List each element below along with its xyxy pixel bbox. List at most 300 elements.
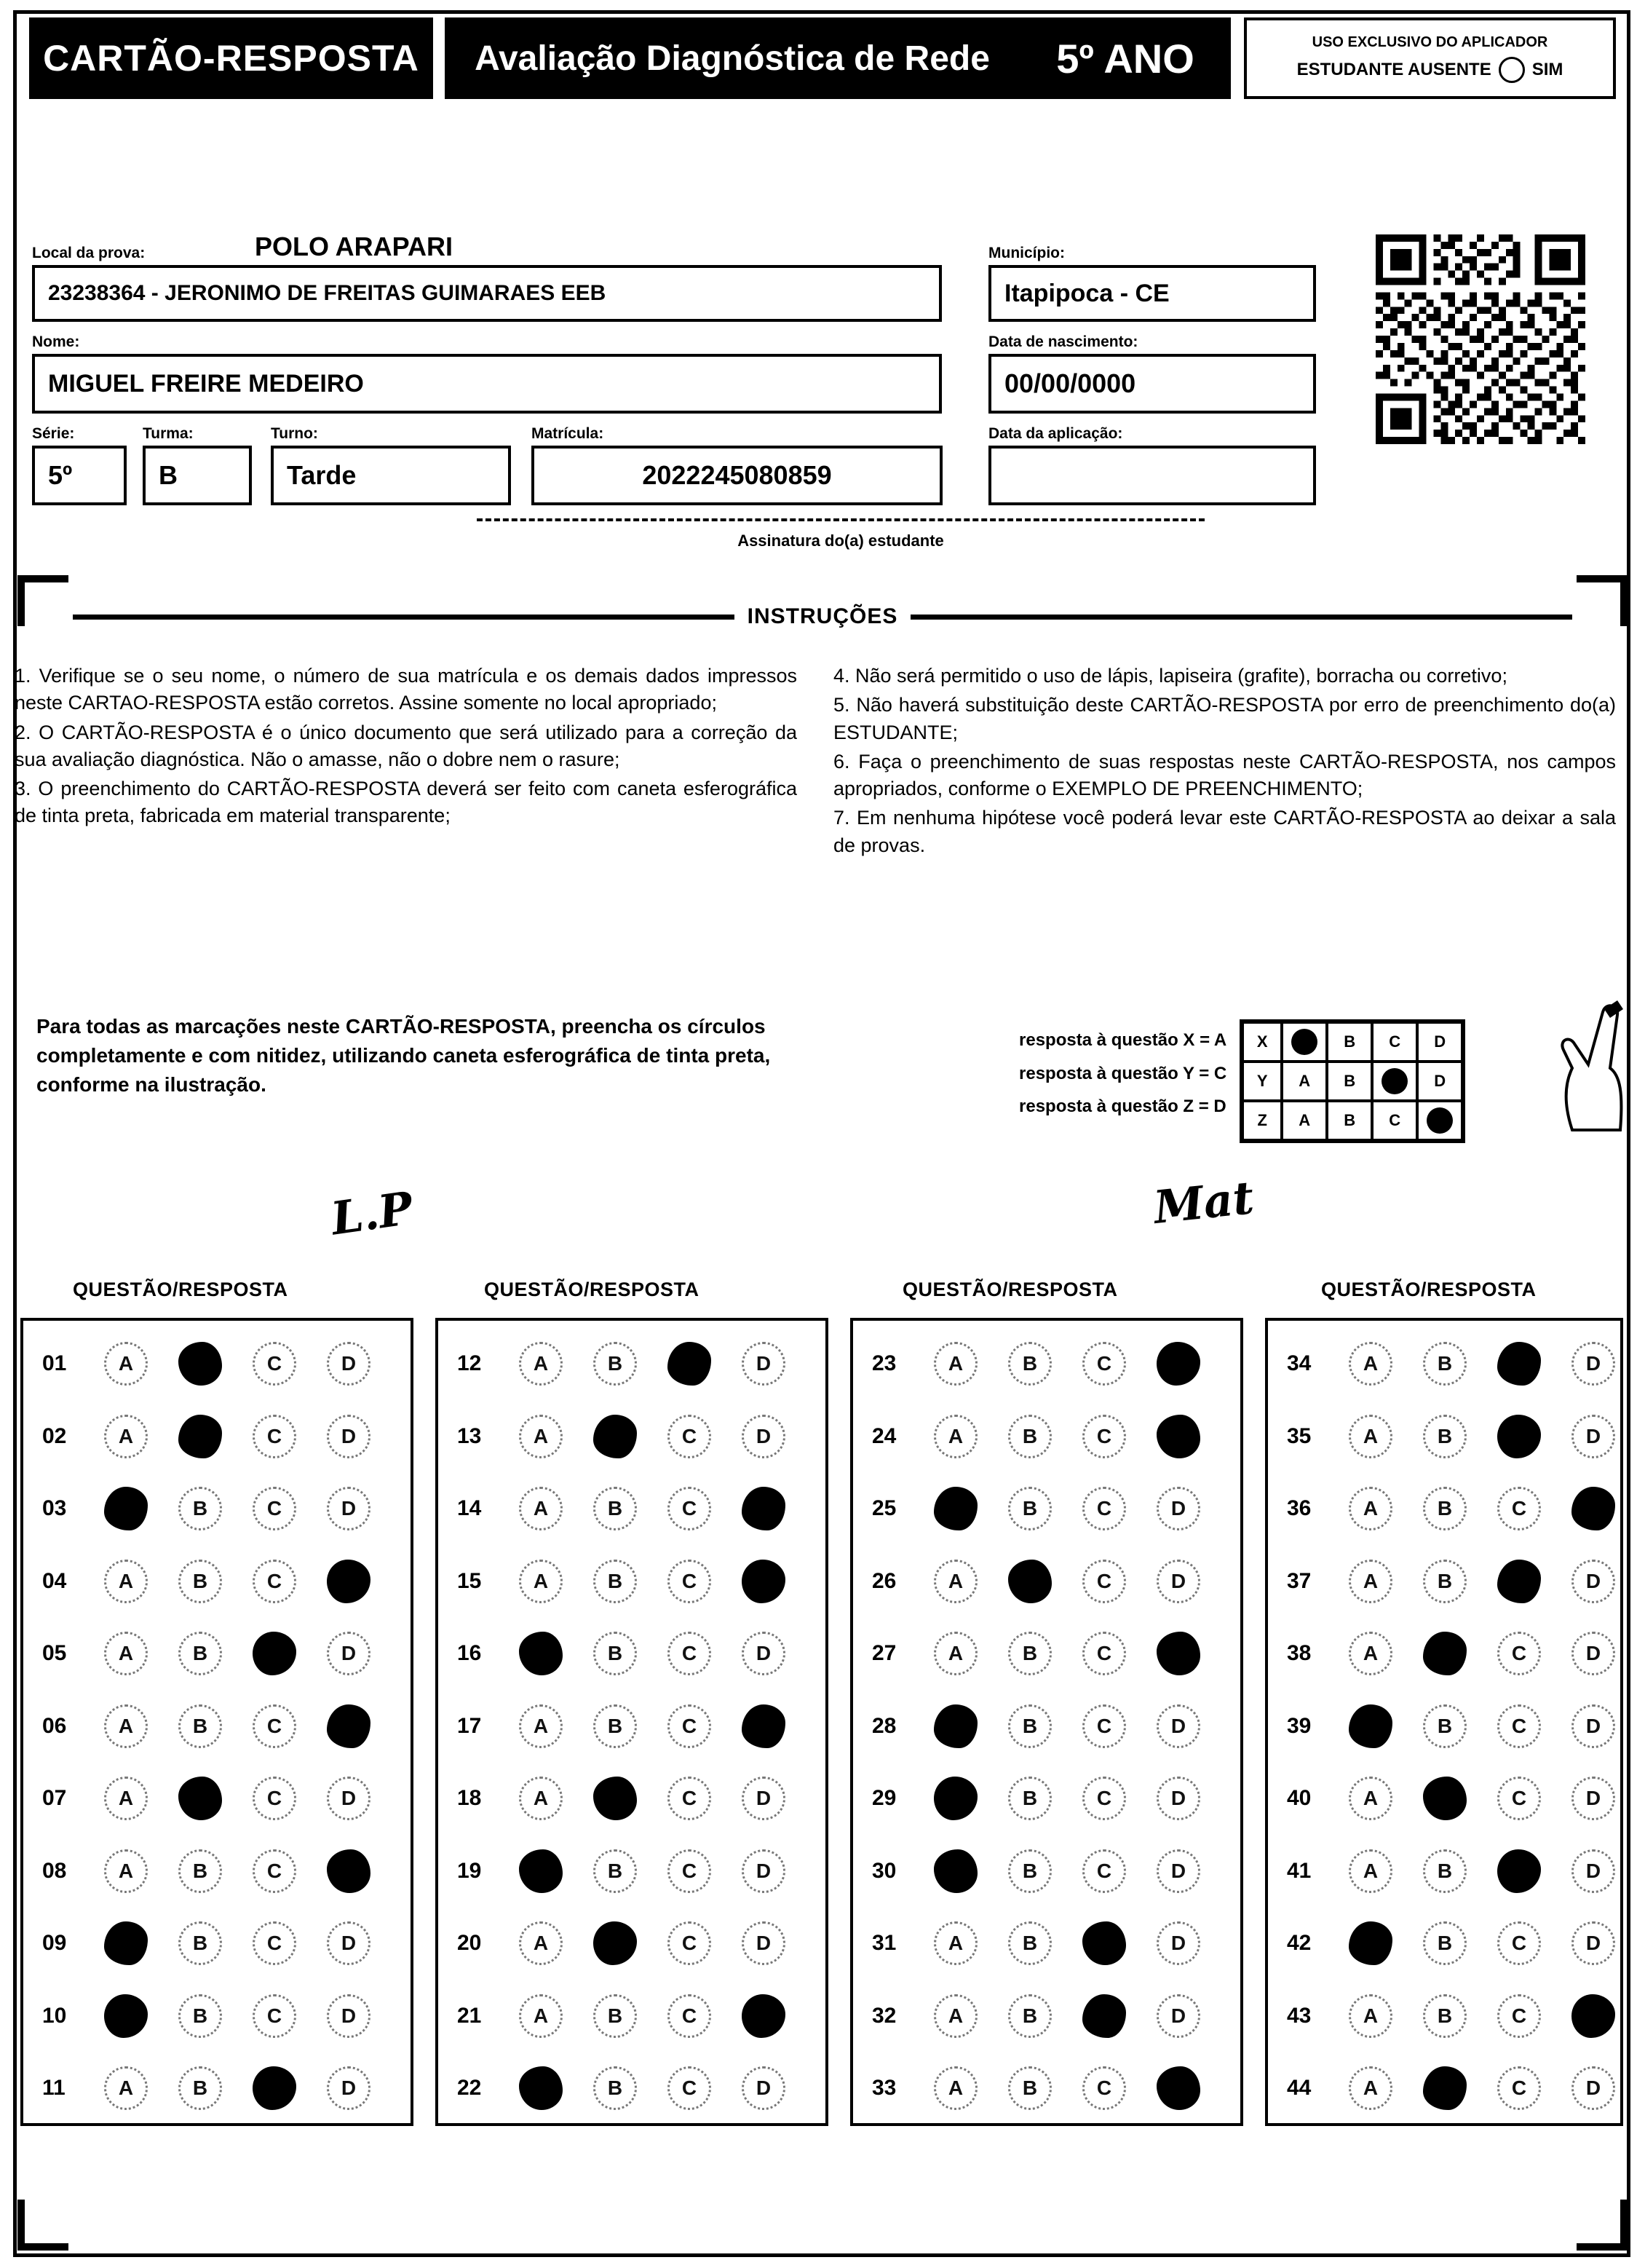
answer-row (450, 1774, 801, 1822)
answer-bubble-27-C[interactable]: C (1067, 1632, 1141, 1675)
answer-bubble-19-D[interactable]: D (726, 1849, 801, 1893)
fill-example-legend (1019, 1019, 1226, 1123)
aplicacao-field[interactable] (988, 446, 1316, 505)
answer-row (35, 1340, 386, 1388)
answer-bubble-29-B[interactable]: B (993, 1777, 1067, 1820)
answer-bubble-38-A[interactable]: A (1333, 1632, 1408, 1675)
answer-bubble-44-C[interactable]: C (1482, 2066, 1556, 2110)
answer-bubble-35-C[interactable] (1482, 1415, 1556, 1458)
answer-bubble-32-D[interactable]: D (1141, 1994, 1216, 2038)
answer-row (1280, 1702, 1630, 1750)
answer-bubble-03-C[interactable]: C (237, 1487, 312, 1530)
answer-row (1280, 1774, 1630, 1822)
instruction-item-4: 4. Não será permitido o uso de lápis, lapiseira (grafite), borracha ou corretivo; (833, 665, 1507, 687)
example-x-option-b: B (1327, 1022, 1372, 1062)
answer-bubble-21-A[interactable]: A (504, 1994, 578, 2038)
question-number: 27 (872, 1641, 897, 1665)
answer-bubble-14-B[interactable]: B (578, 1487, 652, 1530)
signature-line[interactable] (477, 518, 1205, 521)
answer-bubble-34-C[interactable] (1482, 1342, 1556, 1386)
answer-bubble-29-A[interactable] (919, 1777, 993, 1820)
answer-bubble-01-D[interactable]: D (312, 1342, 386, 1386)
matricula-field[interactable]: 2022245080859 (531, 446, 943, 505)
answer-bubble-04-D[interactable] (312, 1560, 386, 1603)
answer-bubble-43-D[interactable] (1556, 1994, 1630, 2038)
answer-row (450, 2064, 801, 2112)
question-number: 08 (42, 1858, 67, 1883)
answer-row (35, 1919, 386, 1967)
applicator-box (1244, 17, 1616, 99)
answer-row (1280, 1340, 1630, 1388)
answer-bubble-03-D[interactable]: D (312, 1487, 386, 1530)
absent-yes-label: SIM (1531, 59, 1563, 79)
answer-row (35, 1702, 386, 1750)
answer-bubble-21-C[interactable]: C (652, 1994, 726, 2038)
instruction-item-3: 3. O preenchimento do CARTÃO-RESPOSTA deverá ser feito com caneta esferográfica de tinta preta, fabricada em material transparente; (15, 778, 797, 827)
example-y-option-c (1372, 1062, 1417, 1101)
answer-bubble-19-B[interactable]: B (578, 1849, 652, 1893)
header-title-cartao-resposta: CARTÃO-RESPOSTA (29, 17, 433, 99)
answer-bubble-07-D[interactable]: D (312, 1777, 386, 1820)
answer-bubble-36-B[interactable]: B (1408, 1487, 1482, 1530)
answer-bubble-38-C[interactable]: C (1482, 1632, 1556, 1675)
answer-bubble-19-C[interactable]: C (652, 1849, 726, 1893)
answer-bubble-36-D[interactable] (1556, 1487, 1630, 1530)
answer-bubble-03-B[interactable]: B (163, 1487, 237, 1530)
answer-bubble-27-B[interactable]: B (993, 1632, 1067, 1675)
qr-code-icon (1376, 234, 1585, 444)
answer-bubble-15-D[interactable] (726, 1560, 801, 1603)
answer-row (450, 1485, 801, 1533)
question-number: 01 (42, 1351, 67, 1375)
answer-bubble-02-D[interactable]: D (312, 1415, 386, 1458)
answer-bubble-11-B[interactable]: B (163, 2066, 237, 2110)
answer-bubble-19-A[interactable] (504, 1849, 578, 1893)
answer-bubble-32-B[interactable]: B (993, 1994, 1067, 2038)
answer-bubble-07-A[interactable]: A (89, 1777, 163, 1820)
answer-bubble-07-B[interactable] (163, 1777, 237, 1820)
answer-bubble-04-C[interactable]: C (237, 1560, 312, 1603)
question-number: 44 (1287, 2076, 1312, 2100)
answer-row (1280, 1629, 1630, 1678)
answer-bubble-42-C[interactable]: C (1482, 1921, 1556, 1965)
answer-bubble-17-D[interactable] (726, 1704, 801, 1748)
answer-row (865, 1412, 1216, 1461)
answer-bubble-34-D[interactable]: D (1556, 1342, 1630, 1386)
answer-bubble-26-C[interactable]: C (1067, 1560, 1141, 1603)
answer-bubble-10-B[interactable]: B (163, 1994, 237, 2038)
question-number: 42 (1287, 1931, 1312, 1955)
answer-row (1280, 2064, 1630, 2112)
question-number: 18 (457, 1786, 482, 1810)
answer-bubble-28-D[interactable]: D (1141, 1704, 1216, 1748)
local-field[interactable]: 23238364 - JERONIMO DE FREITAS GUIMARAES EEB (32, 265, 942, 322)
answer-row (35, 1485, 386, 1533)
answer-bubble-40-B[interactable] (1408, 1777, 1482, 1820)
answer-bubble-42-A[interactable] (1333, 1921, 1408, 1965)
answer-bubble-34-B[interactable]: B (1408, 1342, 1482, 1386)
answer-bubble-32-A[interactable]: A (919, 1994, 993, 2038)
answer-bubble-23-B[interactable]: B (993, 1342, 1067, 1386)
answer-bubble-23-C[interactable]: C (1067, 1342, 1141, 1386)
signature-label: Assinatura do(a) estudante (737, 532, 944, 550)
example-legend-y: resposta à questão Y = C (1019, 1063, 1227, 1083)
answer-bubble-40-C[interactable]: C (1482, 1777, 1556, 1820)
answer-bubble-09-A[interactable] (89, 1921, 163, 1965)
answer-bubble-17-A[interactable]: A (504, 1704, 578, 1748)
answer-bubble-33-D[interactable] (1141, 2066, 1216, 2110)
answer-row (35, 1992, 386, 2040)
example-row-label-y: Y (1242, 1062, 1282, 1101)
question-number: 36 (1287, 1496, 1312, 1520)
question-number: 19 (457, 1858, 482, 1883)
question-number: 20 (457, 1931, 482, 1955)
answer-bubble-18-B[interactable] (578, 1777, 652, 1820)
corner-mark-top-right (1577, 575, 1628, 626)
answer-bubble-17-C[interactable]: C (652, 1704, 726, 1748)
answer-bubble-28-A[interactable] (919, 1704, 993, 1748)
answer-bubble-12-B[interactable]: B (578, 1342, 652, 1386)
answer-bubble-20-A[interactable]: A (504, 1921, 578, 1965)
example-row-label-z: Z (1242, 1101, 1282, 1140)
answer-bubble-37-B[interactable]: B (1408, 1560, 1482, 1603)
answer-bubble-01-A[interactable]: A (89, 1342, 163, 1386)
answer-row (865, 1702, 1216, 1750)
answer-bubble-40-A[interactable]: A (1333, 1777, 1408, 1820)
question-number: 39 (1287, 1713, 1312, 1738)
answer-bubble-12-A[interactable]: A (504, 1342, 578, 1386)
answer-bubble-13-A[interactable]: A (504, 1415, 578, 1458)
answer-bubble-05-B[interactable]: B (163, 1632, 237, 1675)
answer-bubble-16-A[interactable] (504, 1632, 578, 1675)
answer-bubble-27-D[interactable] (1141, 1632, 1216, 1675)
nome-field[interactable]: MIGUEL FREIRE MEDEIRO (32, 354, 942, 414)
question-number: 26 (872, 1568, 897, 1593)
answer-bubble-08-C[interactable]: C (237, 1849, 312, 1893)
answer-bubble-15-A[interactable]: A (504, 1560, 578, 1603)
column-header-1: QUESTÃO/RESPOSTA (73, 1279, 288, 1300)
fill-example (1019, 1019, 1465, 1143)
answer-bubble-31-C[interactable] (1067, 1921, 1141, 1965)
answer-bubble-30-A[interactable] (919, 1849, 993, 1893)
answer-bubble-42-D[interactable]: D (1556, 1921, 1630, 1965)
question-number: 09 (42, 1931, 67, 1955)
answer-bubble-02-B[interactable] (163, 1415, 237, 1458)
question-number: 03 (42, 1496, 67, 1520)
instruction-item-7: 7. Em nenhuma hipótese você poderá levar este CARTÃO-RESPOSTA ao deixar a sala de provas. (833, 807, 1616, 856)
answer-bubble-08-B[interactable]: B (163, 1849, 237, 1893)
answer-bubble-12-C[interactable] (652, 1342, 726, 1386)
header-spacer (433, 17, 445, 99)
example-x-option-a (1282, 1022, 1327, 1062)
turno-field[interactable]: Tarde (271, 446, 511, 505)
question-number: 06 (42, 1713, 67, 1738)
local-label: Local da prova: (32, 245, 146, 261)
answer-bubble-14-C[interactable]: C (652, 1487, 726, 1530)
instructions-title: INSTRUÇÕES (747, 604, 898, 628)
instructions-body (15, 663, 1623, 861)
instructions-rule-left (73, 615, 734, 620)
answer-bubble-37-D[interactable]: D (1556, 1560, 1630, 1603)
nome-label: Nome: (32, 333, 80, 350)
question-number: 11 (42, 2076, 66, 2100)
question-number: 38 (1287, 1641, 1312, 1665)
answer-bubble-42-B[interactable]: B (1408, 1921, 1482, 1965)
turma-field[interactable]: B (143, 446, 252, 505)
answer-bubble-25-A[interactable] (919, 1487, 993, 1530)
answer-bubble-25-B[interactable]: B (993, 1487, 1067, 1530)
answer-bubble-15-B[interactable]: B (578, 1560, 652, 1603)
answer-bubble-24-A[interactable]: A (919, 1415, 993, 1458)
answer-bubble-43-B[interactable]: B (1408, 1994, 1482, 2038)
answer-bubble-33-A[interactable]: A (919, 2066, 993, 2110)
answer-row (35, 1557, 386, 1605)
answer-bubble-39-B[interactable]: B (1408, 1704, 1482, 1748)
answer-bubble-30-D[interactable]: D (1141, 1849, 1216, 1893)
answer-bubble-06-A[interactable]: A (89, 1704, 163, 1748)
answer-bubble-06-C[interactable]: C (237, 1704, 312, 1748)
answer-bubble-44-D[interactable]: D (1556, 2066, 1630, 2110)
question-number: 31 (872, 1931, 897, 1955)
fill-example-grid (1240, 1019, 1465, 1143)
answer-bubble-21-D[interactable] (726, 1994, 801, 2038)
answer-bubble-37-A[interactable]: A (1333, 1560, 1408, 1603)
answer-bubble-23-A[interactable]: A (919, 1342, 993, 1386)
question-number: 37 (1287, 1568, 1312, 1593)
answer-bubble-01-B[interactable] (163, 1342, 237, 1386)
answer-bubble-24-D[interactable] (1141, 1415, 1216, 1458)
polo-name: POLO ARAPARI (255, 232, 453, 261)
answer-bubble-17-B[interactable]: B (578, 1704, 652, 1748)
answer-bubble-27-A[interactable]: A (919, 1632, 993, 1675)
answer-bubble-06-D[interactable] (312, 1704, 386, 1748)
answer-bubble-31-A[interactable]: A (919, 1921, 993, 1965)
answer-bubble-26-A[interactable]: A (919, 1560, 993, 1603)
example-x-option-c: C (1372, 1022, 1417, 1062)
handwriting-mat: Mat (1151, 1171, 1256, 1234)
question-number: 10 (42, 2003, 67, 2028)
answer-bubble-20-D[interactable]: D (726, 1921, 801, 1965)
answer-row (865, 1629, 1216, 1678)
answer-bubble-22-A[interactable] (504, 2066, 578, 2110)
answer-bubble-38-D[interactable]: D (1556, 1632, 1630, 1675)
serie-label: Série: (32, 425, 75, 442)
question-number: 33 (872, 2076, 897, 2100)
header-grade-level: 5º ANO (1020, 17, 1231, 99)
answer-bubble-34-A[interactable]: A (1333, 1342, 1408, 1386)
answer-bubble-30-B[interactable]: B (993, 1849, 1067, 1893)
question-number: 12 (457, 1351, 482, 1375)
answer-bubble-33-C[interactable]: C (1067, 2066, 1141, 2110)
answer-bubble-35-A[interactable]: A (1333, 1415, 1408, 1458)
answer-bubble-28-C[interactable]: C (1067, 1704, 1141, 1748)
answer-row (865, 1485, 1216, 1533)
answer-bubble-31-D[interactable]: D (1141, 1921, 1216, 1965)
answer-bubble-11-A[interactable]: A (89, 2066, 163, 2110)
corner-mark-bottom-left (17, 2200, 68, 2251)
page-header (29, 17, 1616, 99)
answer-bubble-15-C[interactable]: C (652, 1560, 726, 1603)
answer-row (1280, 1992, 1630, 2040)
answer-bubble-22-B[interactable]: B (578, 2066, 652, 2110)
fill-instruction-note: Para todas as marcações neste CARTÃO-RESPOSTA, preencha os círculos completamente e com nitidez, utilizando caneta esferográfica de tinta preta, conforme na ilustração. (36, 1015, 771, 1096)
answer-bubble-02-A[interactable]: A (89, 1415, 163, 1458)
answer-bubble-41-A[interactable]: A (1333, 1849, 1408, 1893)
answer-bubble-26-B[interactable] (993, 1560, 1067, 1603)
answer-bubble-37-C[interactable] (1482, 1560, 1556, 1603)
answer-bubble-39-D[interactable]: D (1556, 1704, 1630, 1748)
answer-bubble-10-C[interactable]: C (237, 1994, 312, 2038)
answer-bubble-43-A[interactable]: A (1333, 1994, 1408, 2038)
answer-bubble-33-B[interactable]: B (993, 2066, 1067, 2110)
answer-bubble-32-C[interactable] (1067, 1994, 1141, 2038)
column-header-2: QUESTÃO/RESPOSTA (484, 1279, 699, 1300)
answer-bubble-35-B[interactable]: B (1408, 1415, 1482, 1458)
answer-bubble-05-A[interactable]: A (89, 1632, 163, 1675)
nascimento-field[interactable]: 00/00/0000 (988, 354, 1316, 414)
example-y-option-a: A (1282, 1062, 1327, 1101)
answer-bubble-25-C[interactable]: C (1067, 1487, 1141, 1530)
answer-bubble-13-D[interactable]: D (726, 1415, 801, 1458)
answer-bubble-04-B[interactable]: B (163, 1560, 237, 1603)
answer-bubble-40-D[interactable]: D (1556, 1777, 1630, 1820)
answer-bubble-10-A[interactable] (89, 1994, 163, 2038)
answer-row (35, 1774, 386, 1822)
answer-row (450, 1702, 801, 1750)
answer-bubble-12-D[interactable]: D (726, 1342, 801, 1386)
answer-bubble-29-C[interactable]: C (1067, 1777, 1141, 1820)
answer-bubble-16-D[interactable]: D (726, 1632, 801, 1675)
answer-bubble-13-C[interactable]: C (652, 1415, 726, 1458)
answer-bubble-23-D[interactable] (1141, 1342, 1216, 1386)
question-number: 21 (457, 2003, 482, 2028)
answer-bubble-11-D[interactable]: D (312, 2066, 386, 2110)
answer-bubble-10-D[interactable]: D (312, 1994, 386, 2038)
question-number: 24 (872, 1423, 897, 1448)
answer-bubble-09-C[interactable]: C (237, 1921, 312, 1965)
handwriting-lp: L.P (328, 1181, 416, 1246)
municipio-label: Município: (988, 245, 1065, 261)
answer-bubble-43-C[interactable]: C (1482, 1994, 1556, 2038)
example-row-label-x: X (1242, 1022, 1282, 1062)
answer-bubble-31-B[interactable]: B (993, 1921, 1067, 1965)
answer-bubble-14-A[interactable]: A (504, 1487, 578, 1530)
answer-bubble-39-C[interactable]: C (1482, 1704, 1556, 1748)
answer-bubble-36-C[interactable]: C (1482, 1487, 1556, 1530)
answer-bubble-44-A[interactable]: A (1333, 2066, 1408, 2110)
serie-field[interactable]: 5º (32, 446, 127, 505)
answer-bubble-07-C[interactable]: C (237, 1777, 312, 1820)
example-legend-x: resposta à questão X = A (1019, 1030, 1227, 1050)
example-z-option-a: A (1282, 1101, 1327, 1140)
answer-bubble-06-B[interactable]: B (163, 1704, 237, 1748)
answer-bubble-13-B[interactable] (578, 1415, 652, 1458)
answer-bubble-41-B[interactable]: B (1408, 1849, 1482, 1893)
hand-with-pen-icon (1550, 999, 1630, 1137)
answer-bubble-08-A[interactable]: A (89, 1849, 163, 1893)
answer-bubble-03-A[interactable] (89, 1487, 163, 1530)
instruction-item-1: 1. Verifique se o seu nome, o número de sua matrícula e os demais dados impressos neste CARTAO-RESPOSTA estão corretos. Assine somente no local apropriado; (15, 665, 797, 714)
answer-bubble-41-C[interactable] (1482, 1849, 1556, 1893)
answer-row (865, 1992, 1216, 2040)
answer-bubble-24-C[interactable]: C (1067, 1415, 1141, 1458)
answer-bubble-29-D[interactable]: D (1141, 1777, 1216, 1820)
answer-bubble-21-B[interactable]: B (578, 1994, 652, 2038)
answer-bubble-18-A[interactable]: A (504, 1777, 578, 1820)
answer-bubble-09-D[interactable]: D (312, 1921, 386, 1965)
question-number: 13 (457, 1423, 482, 1448)
answer-bubble-04-A[interactable]: A (89, 1560, 163, 1603)
answer-bubble-18-C[interactable]: C (652, 1777, 726, 1820)
answer-row (1280, 1485, 1630, 1533)
answer-bubble-05-D[interactable]: D (312, 1632, 386, 1675)
answer-bubble-22-D[interactable]: D (726, 2066, 801, 2110)
nascimento-label: Data de nascimento: (988, 333, 1138, 350)
answer-bubble-02-C[interactable]: C (237, 1415, 312, 1458)
answer-bubble-41-D[interactable]: D (1556, 1849, 1630, 1893)
answer-bubble-08-D[interactable] (312, 1849, 386, 1893)
answer-bubble-26-D[interactable]: D (1141, 1560, 1216, 1603)
answer-bubble-44-B[interactable] (1408, 2066, 1482, 2110)
answer-bubble-11-C[interactable] (237, 2066, 312, 2110)
answer-row (450, 1919, 801, 1967)
answer-bubble-28-B[interactable]: B (993, 1704, 1067, 1748)
answer-bubble-16-B[interactable]: B (578, 1632, 652, 1675)
question-number: 29 (872, 1786, 897, 1810)
answer-bubble-05-C[interactable] (237, 1632, 312, 1675)
answer-bubble-09-B[interactable]: B (163, 1921, 237, 1965)
answer-row (1280, 1412, 1630, 1461)
answer-bubble-14-D[interactable] (726, 1487, 801, 1530)
answer-bubble-25-D[interactable]: D (1141, 1487, 1216, 1530)
instructions-header (73, 604, 1572, 629)
answer-bubble-36-A[interactable]: A (1333, 1487, 1408, 1530)
answer-row (865, 1774, 1216, 1822)
question-number: 40 (1287, 1786, 1312, 1810)
municipio-field[interactable]: Itapipoca - CE (988, 265, 1316, 322)
corner-mark-bottom-right (1577, 2200, 1628, 2251)
absent-bubble[interactable] (1499, 57, 1525, 83)
answer-row (450, 1847, 801, 1895)
question-number: 07 (42, 1786, 67, 1810)
answer-bubble-20-C[interactable]: C (652, 1921, 726, 1965)
answer-bubble-01-C[interactable]: C (237, 1342, 312, 1386)
question-number: 25 (872, 1496, 897, 1520)
answer-bubble-18-D[interactable]: D (726, 1777, 801, 1820)
answer-row (450, 1992, 801, 2040)
column-header-4: QUESTÃO/RESPOSTA (1321, 1279, 1537, 1300)
example-z-option-b: B (1327, 1101, 1372, 1140)
question-number: 05 (42, 1641, 67, 1665)
answer-bubble-22-C[interactable]: C (652, 2066, 726, 2110)
instructions-left-column (15, 663, 797, 861)
corner-mark-top-left (17, 575, 68, 626)
example-legend-z: resposta à questão Z = D (1019, 1097, 1226, 1117)
answer-bubble-16-C[interactable]: C (652, 1632, 726, 1675)
question-number: 28 (872, 1713, 897, 1738)
answer-bubble-30-C[interactable]: C (1067, 1849, 1141, 1893)
answer-row (1280, 1557, 1630, 1605)
answer-bubble-24-B[interactable]: B (993, 1415, 1067, 1458)
answer-bubble-20-B[interactable] (578, 1921, 652, 1965)
answer-row (865, 1557, 1216, 1605)
answer-bubble-39-A[interactable] (1333, 1704, 1408, 1748)
answer-row (865, 1340, 1216, 1388)
turma-label: Turma: (143, 425, 194, 442)
question-number: 02 (42, 1423, 67, 1448)
answer-bubble-38-B[interactable] (1408, 1632, 1482, 1675)
answer-bubble-35-D[interactable]: D (1556, 1415, 1630, 1458)
